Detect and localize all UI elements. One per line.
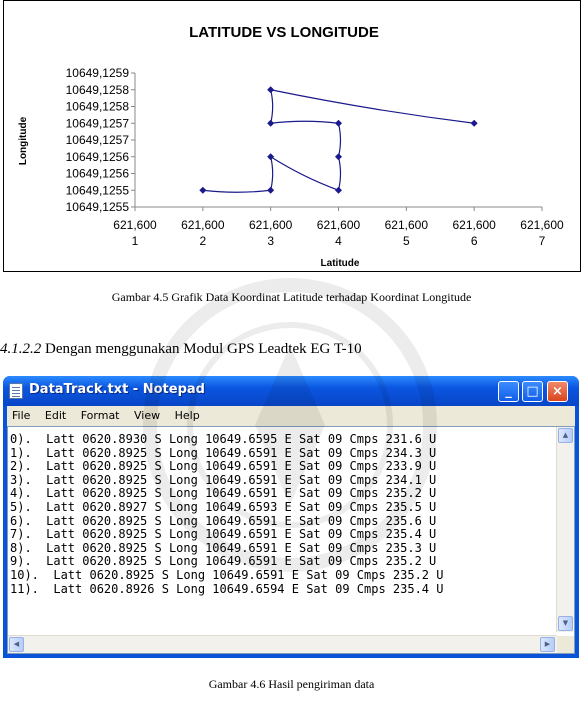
scroll-right-icon[interactable]: ▶ [540,637,555,652]
x-axis-label: Latitude [320,258,360,269]
y-tick-label: 10649,1255 [65,200,129,214]
x-tick-value-label: 621,600 [316,218,361,232]
x-tick-number-label: 1 [131,234,139,248]
window-frame-bottom [3,654,579,658]
y-axis-label: Longitude [18,116,29,166]
series-layer [199,86,477,194]
vertical-scrollbar[interactable] [556,427,574,632]
y-tick-label: 10649,1258 [65,82,129,97]
data-point [335,187,342,194]
data-point [335,120,342,127]
close-button[interactable]: × [547,381,568,402]
data-point [267,86,274,93]
horizontal-scrollbar[interactable] [8,635,557,653]
window-title: DataTrack.txt - Notepad [29,382,205,397]
x-tick-number-label: 7 [538,234,546,248]
x-tick-number-label: 3 [267,234,275,248]
scroll-down-icon[interactable]: ▼ [558,616,573,631]
y-tick-label: 10649,1257 [65,116,129,131]
y-tick-label: 10649,1259 [65,66,129,80]
maximize-button[interactable]: □ [522,381,543,402]
data-point [267,120,274,127]
scrollbar-corner [557,636,574,653]
menu-format[interactable]: Format [80,409,120,422]
y-tick-label: 10649,1256 [65,166,129,181]
y-tick-label: 10649,1255 [65,183,129,198]
text-line: 3). Latt 0620.8925 S Long 10649.6591 E Sat 09 Cmps 234.1 U [10,472,437,487]
section-number: 4.1.2.2 [0,341,42,357]
scroll-left-icon[interactable]: ◀ [9,637,24,652]
y-axis-ticks [66,66,135,214]
text-line: 1). Latt 0620.8925 S Long 10649.6591 E Sat 09 Cmps 234.3 U [10,445,437,460]
x-axis-ticks [113,207,564,248]
menu-edit[interactable]: Edit [44,409,67,422]
y-tick-label: 10649,1256 [65,149,129,164]
y-tick-label: 10649,1258 [65,99,129,114]
x-tick-value-label: 621,600 [452,218,496,232]
x-tick-number-label: 6 [470,234,478,248]
x-tick-value-label: 621,600 [181,218,225,232]
figure-4-5-caption: Gambar 4.5 Grafik Data Koordinat Latitude terhadap Koordinat Longitude [111,290,472,304]
section-text: Dengan menggunakan Modul GPS Leadtek EG T-10 [41,341,362,357]
data-point [199,187,206,194]
x-tick-number-label: 5 [402,234,410,248]
x-tick-number-label: 4 [335,234,342,248]
text-line: 6). Latt 0620.8925 S Long 10649.6591 E Sat 09 Cmps 235.6 U [10,513,437,528]
x-tick-value-label: 621,600 [248,218,293,232]
data-point [267,187,274,194]
data-point [335,153,342,160]
text-line: 9). Latt 0620.8925 S Long 10649.6591 E Sat 09 Cmps 235.2 U [10,554,437,569]
series-line [203,90,474,193]
chart-title: LATITUDE VS LONGITUDE [189,24,379,41]
menu-file[interactable]: File [12,409,31,422]
menu-view[interactable]: View [134,409,161,422]
text-line: 4). Latt 0620.8925 S Long 10649.6591 E Sat 09 Cmps 235.2 U [10,486,437,501]
text-line: 7). Latt 0620.8925 S Long 10649.6591 E Sat 09 Cmps 235.4 U [10,527,437,542]
notepad-app-icon[interactable] [9,383,23,399]
university-seal-watermark [140,275,440,575]
chart-frame [3,0,581,272]
minimize-button[interactable]: _ [498,381,519,402]
data-point [267,153,274,160]
x-tick-value-label: 621,600 [520,218,564,232]
latitude-longitude-chart [4,1,582,273]
x-tick-value-label: 621,600 [113,218,157,232]
text-line: 5). Latt 0620.8927 S Long 10649.6593 E Sat 09 Cmps 235.5 U [10,499,437,514]
menu-help[interactable]: Help [174,409,200,422]
x-tick-number-label: 2 [199,234,207,248]
figure-4-6-caption: Gambar 4.6 Hasil pengiriman data [208,677,375,691]
text-line: 0). Latt 0620.8930 S Long 10649.6595 E Sat 09 Cmps 231.6 U [10,433,437,446]
scroll-up-icon[interactable]: ▲ [558,428,573,443]
x-tick-value-label: 621,600 [384,218,429,232]
data-point [471,120,478,127]
text-line: 2). Latt 0620.8925 S Long 10649.6591 E Sat 09 Cmps 233.9 U [10,459,437,474]
text-line: 11). Latt 0620.8926 S Long 10649.6594 E Sat 09 Cmps 235.4 U [10,581,444,596]
text-line: 10). Latt 0620.8925 S Long 10649.6591 E Sat 09 Cmps 235.2 U [10,567,444,582]
text-line: 8). Latt 0620.8925 S Long 10649.6591 E Sat 09 Cmps 235.3 U [10,540,437,555]
y-tick-label: 10649,1257 [65,133,129,147]
